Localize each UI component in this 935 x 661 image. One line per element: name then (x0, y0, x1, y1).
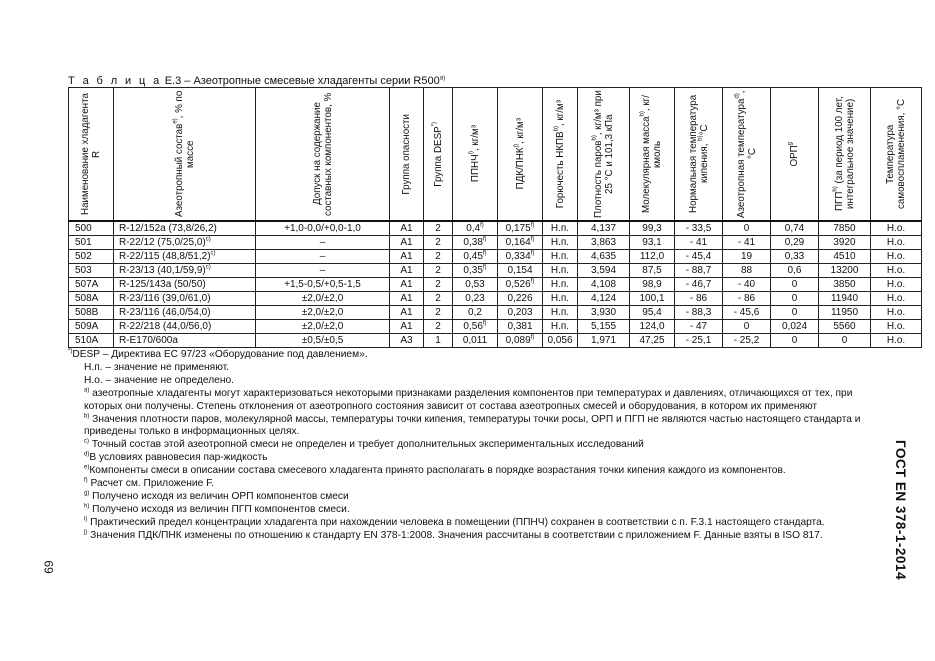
cell-desp: 2 (424, 278, 453, 292)
cell-azeo: - 45,6 (723, 306, 771, 320)
cell-name: 500 (69, 221, 114, 236)
cell-ign: Н.о. (871, 292, 922, 306)
cell-comp: R-23/116 (46,0/54,0) (114, 306, 256, 320)
cell-dens: 3,863 (578, 236, 630, 250)
table-row (69, 278, 922, 292)
cell-nkpv: Н.п. (543, 292, 578, 306)
cell-desp: 2 (424, 250, 453, 264)
table-caption (68, 75, 445, 87)
cell-nkpv: Н.п. (543, 278, 578, 292)
cell-tol: ±2,0/±2,0 (256, 306, 390, 320)
cell-ign: Н.о. (871, 264, 922, 278)
table-row (69, 236, 922, 250)
cell-azeo: 0 (723, 320, 771, 334)
column-header-label: Наименование хладагента R (80, 93, 102, 215)
footnotes (68, 349, 874, 543)
cell-gwp: 3850 (819, 278, 871, 292)
cell-desp: 2 (424, 320, 453, 334)
cell-mol: 99,3 (630, 221, 675, 236)
cell-boil: - 41 (675, 236, 723, 250)
cell-pdk: 0,164$^{f)}$ (498, 236, 543, 250)
table-header (69, 88, 922, 222)
footnote: $^{f)}$ Расчет см. Приложение F. (84, 477, 214, 490)
cell-grp: A1 (390, 250, 424, 264)
column-header-label: ОРП$^g$ (787, 141, 800, 167)
cell-orp: 0,33 (771, 250, 819, 264)
cell-grp: A1 (390, 264, 424, 278)
cell-ppnch: 0,53 (453, 278, 498, 292)
cell-orp: 0,29 (771, 236, 819, 250)
cell-grp: A1 (390, 278, 424, 292)
cell-ppnch: 0,45$^{f)}$ (453, 250, 498, 264)
cell-desp: 2 (424, 236, 453, 250)
cell-comp: R-E170/600a (114, 334, 256, 348)
cell-nkpv: Н.п. (543, 236, 578, 250)
cell-azeo: - 25,2 (723, 334, 771, 348)
column-header (771, 88, 819, 222)
column-header (424, 88, 453, 222)
cell-dens: 1,971 (578, 334, 630, 348)
cell-comp: R-12/152a (73,8/26,2) (114, 221, 256, 236)
cell-boil: - 46,7 (675, 278, 723, 292)
cell-azeo: 88 (723, 264, 771, 278)
cell-gwp: 13200 (819, 264, 871, 278)
refrigerant-table (68, 87, 922, 348)
column-header-label: Группа опасности (401, 113, 412, 195)
table-row (69, 320, 922, 334)
cell-ign: Н.о. (871, 306, 922, 320)
cell-tol: ±2,0/±2,0 (256, 320, 390, 334)
cell-ppnch: 0,2 (453, 306, 498, 320)
cell-desp: 2 (424, 264, 453, 278)
cell-pdk: 0,226 (498, 292, 543, 306)
column-header (675, 88, 723, 222)
column-header (871, 88, 922, 222)
cell-dens: 4,108 (578, 278, 630, 292)
column-header-label: Плотность паров$^{b)}$, кг/м³ при 25 °С и 101,3 кПа (591, 90, 615, 218)
column-header-label: Группа DESP*) (431, 121, 444, 187)
cell-boil: - 33,5 (675, 221, 723, 236)
cell-grp: A1 (390, 221, 424, 236)
cell-ppnch: 0,23 (453, 292, 498, 306)
table-row (69, 334, 922, 348)
caption-text: Е.3 – Азеотропные смесевые хладагенты серии R500 (161, 75, 440, 87)
table-row (69, 306, 922, 320)
cell-azeo: 0 (723, 221, 771, 236)
cell-tol: – (256, 236, 390, 250)
cell-ppnch: 0,4$^{f)}$ (453, 221, 498, 236)
cell-boil: - 86 (675, 292, 723, 306)
cell-azeo: - 41 (723, 236, 771, 250)
cell-grp: A1 (390, 306, 424, 320)
cell-orp: 0 (771, 292, 819, 306)
cell-pdk: 0,381 (498, 320, 543, 334)
cell-pdk: 0,203 (498, 306, 543, 320)
column-header-label: Температура самовоспламенения, °С (885, 98, 907, 210)
cell-gwp: 11950 (819, 306, 871, 320)
cell-tol: +1,5-0,5/+0,5-1,5 (256, 278, 390, 292)
column-header-label: Нормальная температура кипения, $^{b)}$°С (687, 94, 710, 214)
cell-name: 507A (69, 278, 114, 292)
footnote: $^{j)}$ Значения ПДК/ПНК изменены по отношению к стандарту EN 378-1:2008. Значения рассчитаны в соответствии с приложением F. Данные взяты в ISO 817. (84, 529, 823, 541)
cell-name: 501 (69, 236, 114, 250)
cell-ppnch: 0,35$^{f)}$ (453, 264, 498, 278)
cell-boil: - 45,4 (675, 250, 723, 264)
column-header (543, 88, 578, 222)
cell-ppnch: 0,56$^{f)}$ (453, 320, 498, 334)
cell-pdk: 0,526$^{f)}$ (498, 278, 543, 292)
cell-name: 502 (69, 250, 114, 264)
footnote: *)DESP – Директива ЕС 97/23 «Оборудование под давлением». (68, 348, 368, 360)
cell-dens: 3,594 (578, 264, 630, 278)
column-header-label: Азеотропный состав$^{е)}$, % по массе (172, 90, 196, 218)
column-header (498, 88, 543, 222)
footnote: Н.о. – значение не определено. (84, 374, 234, 386)
column-header (453, 88, 498, 222)
cell-desp: 2 (424, 221, 453, 236)
cell-orp: 0,6 (771, 264, 819, 278)
table-row (69, 292, 922, 306)
cell-azeo: - 86 (723, 292, 771, 306)
cell-gwp: 0 (819, 334, 871, 348)
cell-name: 508A (69, 292, 114, 306)
column-header-label: ПДК/ПНК$^{j)}$, кг/м³ (513, 118, 526, 190)
cell-grp: A1 (390, 292, 424, 306)
cell-desp: 1 (424, 334, 453, 348)
cell-pdk: 0,154 (498, 264, 543, 278)
document-code: ГОСТ EN 378-1-2014 (893, 440, 908, 580)
cell-boil: - 88,3 (675, 306, 723, 320)
cell-grp: A1 (390, 320, 424, 334)
cell-dens: 5,155 (578, 320, 630, 334)
cell-mol: 98,9 (630, 278, 675, 292)
cell-mol: 112,0 (630, 250, 675, 264)
cell-mol: 87,5 (630, 264, 675, 278)
cell-orp: 0 (771, 334, 819, 348)
cell-mol: 93,1 (630, 236, 675, 250)
cell-nkpv: Н.п. (543, 264, 578, 278)
footnote: $^{d)}$В условиях равновесия пар-жидкость (84, 451, 268, 464)
cell-dens: 4,124 (578, 292, 630, 306)
cell-ign: Н.о. (871, 334, 922, 348)
cell-ppnch: 0,38$^{f)}$ (453, 236, 498, 250)
cell-gwp: 11940 (819, 292, 871, 306)
column-header-label: Допуск на содержание составных компонентов, % (311, 92, 334, 216)
table-row (69, 250, 922, 264)
column-header (114, 88, 256, 222)
cell-orp: 0 (771, 278, 819, 292)
cell-ppnch: 0,011 (453, 334, 498, 348)
cell-ign: Н.о. (871, 250, 922, 264)
table-row (69, 221, 922, 236)
cell-nkpv: Н.п. (543, 306, 578, 320)
cell-comp: R-125/143a (50/50) (114, 278, 256, 292)
cell-tol: ±2,0/±2,0 (256, 292, 390, 306)
cell-comp: R-23/13 $(40,1/59,9)^{c)}$ (114, 264, 256, 278)
cell-dens: 4,635 (578, 250, 630, 264)
cell-nkpv: Н.п. (543, 320, 578, 334)
footnote: $^{e)}$Компоненты смеси в описании состава смесевого хладагента принято располагать в порядке возрастания точки кипения каждого из компонентов. (84, 464, 786, 477)
cell-boil: - 47 (675, 320, 723, 334)
cell-orp: 0 (771, 306, 819, 320)
column-header (630, 88, 675, 222)
cell-nkpv: 0,056 (543, 334, 578, 348)
cell-name: 508B (69, 306, 114, 320)
cell-dens: 3,930 (578, 306, 630, 320)
cell-nkpv: Н.п. (543, 221, 578, 236)
cell-name: 510A (69, 334, 114, 348)
cell-grp: A3 (390, 334, 424, 348)
footnote: $^{h)}$ Получено исходя из величин ПГП компонентов смеси. (84, 503, 350, 515)
cell-comp: R-23/116 (39,0/61,0) (114, 292, 256, 306)
cell-comp: R-22/12 $(75,0/25,0)^{c)}$ (114, 236, 256, 250)
cell-ign: Н.о. (871, 221, 922, 236)
column-header (578, 88, 630, 222)
cell-orp: 0,024 (771, 320, 819, 334)
column-header-label: Горючесть НКПВ$^{b)}$, кг/м³ (553, 99, 566, 209)
cell-ign: Н.о. (871, 236, 922, 250)
cell-azeo: - 40 (723, 278, 771, 292)
column-header-label: ПГП$^{h)}$ (за период 100 лет, интегральное значение) (832, 96, 856, 212)
cell-grp: A1 (390, 236, 424, 250)
cell-desp: 2 (424, 292, 453, 306)
cell-gwp: 3920 (819, 236, 871, 250)
cell-tol: +1,0-0,0/+0,0-1,0 (256, 221, 390, 236)
column-header (819, 88, 871, 222)
column-header-label: Молекулярная масса$^{b)}$, кг/кмоль (639, 95, 663, 213)
cell-orp: 0,74 (771, 221, 819, 236)
cell-pdk: 0,175$^{f)}$ (498, 221, 543, 236)
column-header (69, 88, 114, 222)
cell-gwp: 7850 (819, 221, 871, 236)
column-header (390, 88, 424, 222)
table-row (69, 264, 922, 278)
caption-sup: а) (439, 75, 446, 82)
cell-gwp: 4510 (819, 250, 871, 264)
cell-comp: R-22/115 $(48,8/51,2)^{c)}$ (114, 250, 256, 264)
cell-tol: – (256, 250, 390, 264)
column-header-label: ППНЧ$^{i)}$, кг/м³ (468, 125, 481, 183)
column-header (723, 88, 771, 222)
cell-mol: 100,1 (630, 292, 675, 306)
cell-ign: Н.о. (871, 320, 922, 334)
cell-boil: - 88,7 (675, 264, 723, 278)
footnote: Н.п. – значение не применяют. (84, 361, 229, 373)
footnote: $^{i)}$ Практический предел концентрации хладагента при нахождении человека в помещении (ППНЧ) сохранен в соответствии с п. F.3.1 настоящего стандарта. (84, 516, 825, 528)
column-header (256, 88, 390, 222)
footnote: $^{g)}$ Получено исходя из величин ОРП компонентов смеси (84, 490, 349, 502)
cell-mol: 95,4 (630, 306, 675, 320)
footnote: $^{c)}$ Точный состав этой азеотропной смеси не определен и требует дополнительных экспериментальных исследований (84, 438, 644, 451)
footnote: $^{b)}$ Значения плотности паров, молекулярной массы, температуры точки кипения, температуры точки росы, ОРП и ПГП не являются частью настоящего стандарта и приведены только в информационных целях. (84, 413, 861, 438)
cell-boil: - 25,1 (675, 334, 723, 348)
cell-azeo: 19 (723, 250, 771, 264)
cell-tol: ±0,5/±0,5 (256, 334, 390, 348)
cell-name: 509A (69, 320, 114, 334)
cell-desp: 2 (424, 306, 453, 320)
column-header-label: Азеотропная температура$^{d)}$, °С (734, 90, 758, 218)
table-body (69, 221, 922, 348)
cell-nkpv: Н.п. (543, 250, 578, 264)
cell-pdk: 0,334$^{f)}$ (498, 250, 543, 264)
cell-name: 503 (69, 264, 114, 278)
caption-lead: Т а б л и ц а (68, 75, 162, 87)
cell-dens: 4,137 (578, 221, 630, 236)
cell-mol: 124,0 (630, 320, 675, 334)
cell-gwp: 5560 (819, 320, 871, 334)
cell-comp: R-22/218 (44,0/56,0) (114, 320, 256, 334)
cell-mol: 47,25 (630, 334, 675, 348)
page-number: 69 (41, 560, 56, 574)
cell-ign: Н.о. (871, 278, 922, 292)
footnote: $^{a)}$ азеотропные хладагенты могут характеризоваться некоторыми признаками разделения компонентов при температурах и давлениях, отличающихся от тех, при которых они получены. Степень отклонения от азеотропного состояния зависит от состава азеотропных смесей и оборудования, в котором их применяют (84, 387, 853, 412)
cell-tol: – (256, 264, 390, 278)
cell-pdk: 0,089$^{f)}$ (498, 334, 543, 348)
